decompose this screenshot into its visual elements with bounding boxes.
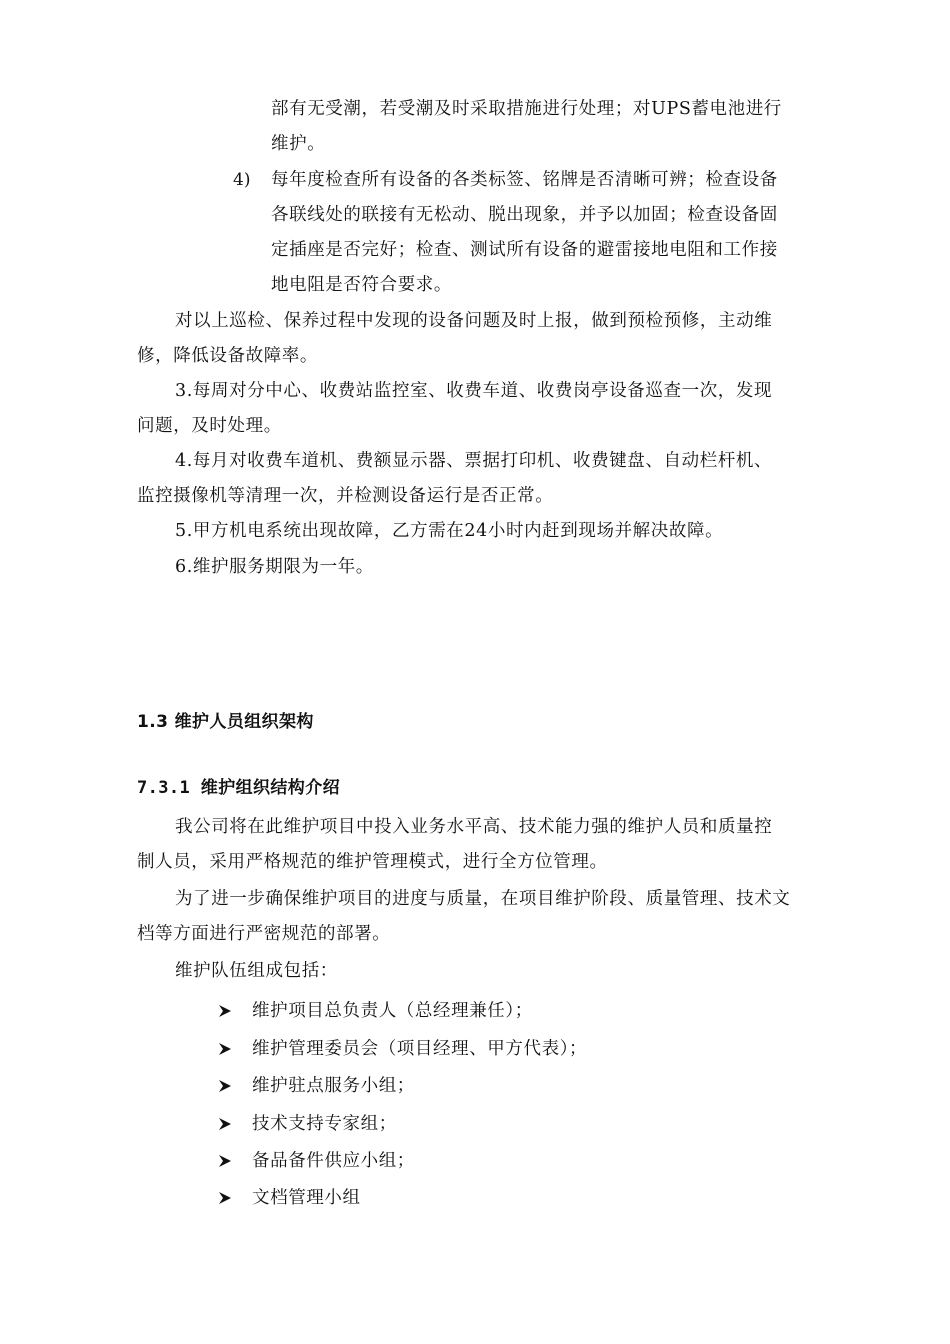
list-item-3-line-1: 部有无受潮，若受潮及时采取措施进行处理；对UPS蓄电池进行 — [271, 99, 782, 119]
intro-paragraph-2-line-1: 为了进一步确保维护项目的进度与质量，在项目维护阶段、质量管理、技术文 — [175, 889, 791, 909]
team-list-item-3: 维护驻点服务小组； — [252, 1076, 415, 1096]
paragraph-3-line-1: 3.每周对分中心、收费站监控室、收费车道、收费岗亭设备巡查一次，发现 — [175, 381, 773, 401]
team-list-item-5: 备品备件供应小组； — [252, 1151, 415, 1171]
paragraph-6-line-1: 6.维护服务期限为一年。 — [175, 557, 374, 577]
list-item-3-line-2: 维护。 — [271, 134, 326, 154]
paragraph-3-line-2: 问题，及时处理。 — [137, 416, 282, 436]
paragraph-4-line-1: 4.每月对收费车道机、费额显示器、票据打印机、收费键盘、自动栏杆机、 — [175, 451, 773, 471]
arrow-bullet-icon — [218, 1191, 232, 1205]
arrow-bullet-icon — [218, 1004, 232, 1018]
intro-paragraph-3-line-1: 维护队伍组成包括： — [175, 961, 338, 981]
subsection-heading: 7.3.1 维护组织结构介绍 — [137, 778, 341, 798]
intro-paragraph-1-line-1: 我公司将在此维护项目中投入业务水平高、技术能力强的维护人员和质量控 — [175, 817, 773, 837]
list-item-4-line-2: 各联线处的联接有无松动、脱出现象，并予以加固；检查设备固 — [271, 205, 778, 225]
intro-paragraph-1-line-2: 制人员，采用严格规范的维护管理模式，进行全方位管理。 — [137, 852, 608, 872]
arrow-bullet-icon — [218, 1042, 232, 1056]
team-list-item-6: 文档管理小组 — [252, 1188, 361, 1208]
paragraph-5-line-1: 5.甲方机电系统出现故障，乙方需在24小时内赶到现场并解决故障。 — [175, 521, 724, 541]
list-item-4-line-1: 每年度检查所有设备的各类标签、铭牌是否清晰可辨；检查设备 — [271, 170, 778, 190]
team-list-item-4: 技术支持专家组； — [252, 1114, 397, 1134]
list-item-4-number: 4) — [233, 170, 251, 190]
list-item-4-line-3: 定插座是否完好；检查、测试所有设备的避雷接地电阻和工作接 — [271, 240, 778, 260]
section-heading: 1.3 维护人员组织架构 — [137, 712, 314, 732]
report-paragraph-line-1: 对以上巡检、保养过程中发现的设备问题及时上报，做到预检预修，主动维 — [175, 311, 773, 331]
intro-paragraph-2-line-2: 档等方面进行严密规范的部署。 — [137, 924, 391, 944]
team-list-item-1: 维护项目总负责人（总经理兼任）； — [252, 1001, 533, 1021]
arrow-bullet-icon — [218, 1079, 232, 1093]
arrow-bullet-icon — [218, 1117, 232, 1131]
list-item-4-line-4: 地电阻是否符合要求。 — [271, 275, 452, 295]
paragraph-4-line-2: 监控摄像机等清理一次，并检测设备运行是否正常。 — [137, 486, 554, 506]
arrow-bullet-icon — [218, 1154, 232, 1168]
team-list-item-2: 维护管理委员会（项目经理、甲方代表）； — [252, 1039, 588, 1059]
report-paragraph-line-2: 修，降低设备故障率。 — [137, 346, 318, 366]
